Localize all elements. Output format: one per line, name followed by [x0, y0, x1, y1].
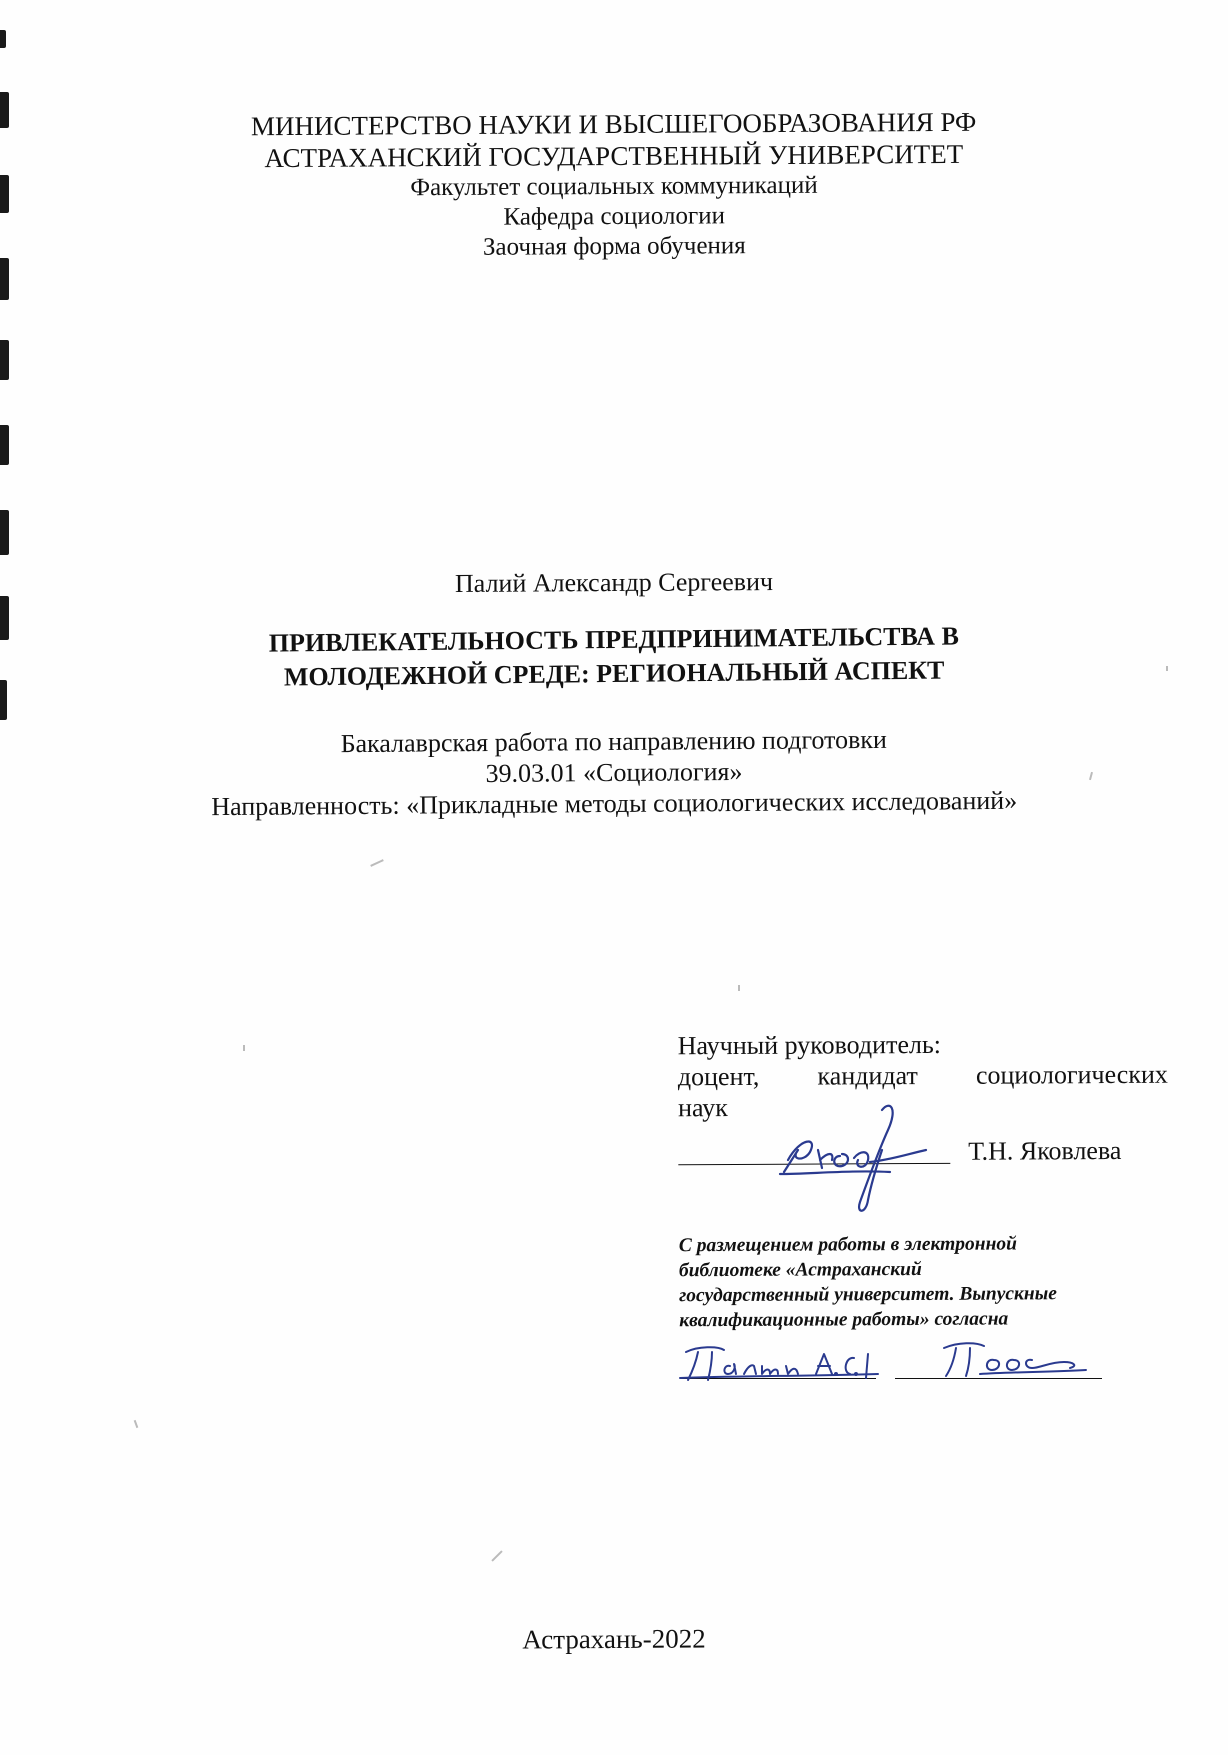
university-name: АСТРАХАНСКИЙ ГОСУДАРСТВЕННЫЙ УНИВЕРСИТЕТ	[264, 138, 964, 174]
consent-line: С размещением работы в электронной	[678, 1233, 1018, 1257]
binding-mark	[0, 30, 6, 48]
binding-mark	[0, 510, 9, 555]
scan-speck	[370, 859, 384, 867]
rank-word: наук	[677, 1093, 728, 1123]
ministry-name: МИНИСТЕРСТВО НАУКИ И ВЫСШЕГООБРАЗОВАНИЯ РФ	[250, 106, 977, 142]
institution-header	[0, 104, 1228, 265]
consent-line: квалификационные работы» согласна	[679, 1308, 1009, 1332]
supervisor-consent-signature	[940, 1338, 1090, 1383]
student-signature	[678, 1338, 888, 1388]
thesis-title-line-2: МОЛОДЕЖНОЙ СРЕДЕ: РЕГИОНАЛЬНЫЙ АСПЕКТ	[283, 655, 945, 692]
department-name: Кафедра социологии	[503, 202, 726, 231]
thesis-subtitle	[0, 721, 1228, 824]
faculty-name: Факультет социальных коммуникаций	[410, 171, 818, 202]
thesis-title-line-1: ПРИВЛЕКАТЕЛЬНОСТЬ ПРЕДПРИНИМАТЕЛЬСТВА В	[268, 621, 959, 658]
scan-speck	[243, 1045, 245, 1051]
rank-word: кандидат	[817, 1061, 918, 1091]
consent-line: государственный университет. Выпускные	[679, 1283, 1057, 1307]
binding-mark	[0, 425, 9, 465]
rank-word: доцент,	[677, 1061, 760, 1092]
study-form: Заочная форма обучения	[482, 232, 746, 261]
thesis-title	[0, 617, 1228, 698]
consent-line: библиотеке «Астраханский	[678, 1258, 922, 1282]
scan-speck	[134, 1420, 139, 1428]
scan-speck	[491, 1550, 502, 1561]
supervisor-rank	[678, 1059, 1168, 1093]
rank-word: социологических	[975, 1059, 1168, 1090]
scan-speck	[738, 985, 740, 991]
author-name: Палий Александр Сергеевич	[454, 567, 774, 598]
supervisor-signature	[770, 1090, 930, 1215]
program-specialization: Направленность: «Прикладные методы социологических исследований»	[211, 785, 1018, 822]
city-year: Астрахань-2022	[522, 1623, 706, 1655]
work-type: Бакалаврская работа по направлению подготовки	[340, 724, 888, 759]
supervisor-label: Научный руководитель:	[677, 1029, 942, 1061]
supervisor-name: Т.Н. Яковлева	[968, 1135, 1122, 1166]
consent-block	[679, 1231, 1150, 1333]
binding-mark	[0, 340, 9, 380]
program-code: 39.03.01 «Социология»	[485, 756, 743, 789]
